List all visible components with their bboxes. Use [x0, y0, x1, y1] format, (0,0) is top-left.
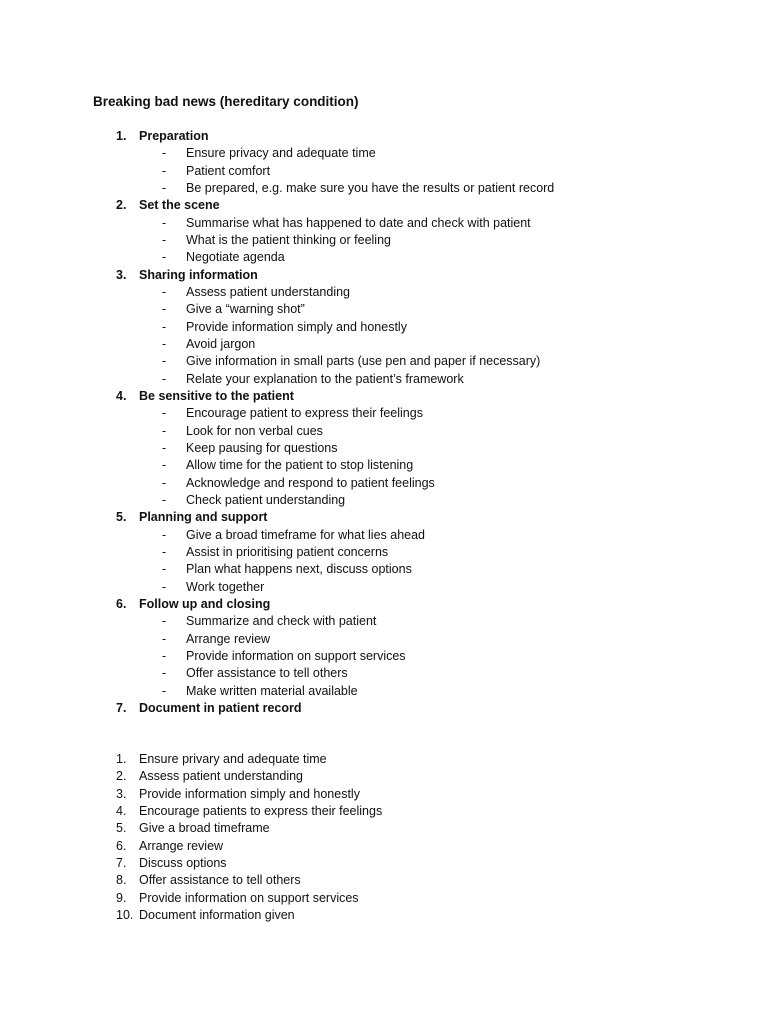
summary-item — [0, 890, 768, 907]
section-title: Set the scene — [139, 198, 220, 213]
list-item — [0, 631, 768, 648]
dash-bullet: - — [162, 371, 167, 386]
section-heading — [0, 700, 768, 717]
list-item — [0, 405, 768, 422]
dash-bullet: - — [162, 146, 167, 161]
list-item — [0, 683, 768, 700]
dash-bullet: - — [162, 648, 167, 663]
list-item-text: Offer assistance to tell others — [186, 666, 348, 681]
section-heading — [0, 509, 768, 526]
summary-number: 8. — [116, 873, 127, 888]
summary-text: Provide information on support services — [139, 890, 359, 905]
section-title: Sharing information — [139, 267, 258, 282]
summary-item — [0, 872, 768, 889]
summary-text: Arrange review — [139, 838, 224, 853]
dash-bullet: - — [162, 250, 167, 265]
summary-text: Discuss options — [139, 855, 227, 870]
list-item — [0, 371, 768, 388]
section-number: 2. — [116, 198, 127, 213]
section — [0, 267, 768, 388]
list-item — [0, 648, 768, 665]
list-item — [0, 423, 768, 440]
list-item — [0, 301, 768, 318]
summary-text: Assess patient understanding — [139, 769, 303, 784]
list-item-text: Avoid jargon — [186, 336, 256, 351]
list-item-text: Check patient understanding — [186, 492, 346, 507]
list-item-text: Negotiate agenda — [186, 250, 285, 265]
list-item — [0, 579, 768, 596]
summary-text: Offer assistance to tell others — [139, 873, 301, 888]
list-item-text: Plan what happens next, discuss options — [186, 562, 412, 577]
list-item-text: Acknowledge and respond to patient feelings — [186, 475, 435, 490]
list-item-text: Allow time for the patient to stop listening — [186, 458, 414, 473]
summary-item — [0, 907, 768, 924]
summary-number: 4. — [116, 803, 127, 818]
list-item-text: Ensure privacy and adequate time — [186, 146, 376, 161]
list-item — [0, 475, 768, 492]
dash-bullet: - — [162, 527, 167, 542]
list-item — [0, 163, 768, 180]
list-item — [0, 215, 768, 232]
list-item — [0, 527, 768, 544]
dash-bullet: - — [162, 232, 167, 247]
dash-bullet: - — [162, 440, 167, 455]
dash-bullet: - — [162, 406, 167, 421]
list-item — [0, 232, 768, 249]
section-number: 7. — [116, 700, 127, 715]
section-title: Preparation — [139, 129, 209, 143]
dash-bullet: - — [162, 614, 167, 629]
list-item-text: Be prepared, e.g. make sure you have the results or patient record — [186, 180, 555, 195]
list-item-text: Keep pausing for questions — [186, 440, 338, 455]
dash-bullet: - — [162, 666, 167, 681]
page-title: Breaking bad news (hereditary condition) — [93, 94, 359, 109]
list-item — [0, 457, 768, 474]
section-number: 6. — [116, 596, 127, 611]
list-item-text: Assess patient understanding — [186, 284, 350, 299]
dash-bullet: - — [162, 180, 167, 195]
list-item-text: Arrange review — [186, 631, 271, 646]
section-number: 1. — [116, 129, 127, 143]
list-item-text: What is the patient thinking or feeling — [186, 232, 391, 247]
section-heading — [0, 388, 768, 405]
summary-number: 5. — [116, 821, 127, 836]
summary-item — [0, 751, 768, 768]
summary-item — [0, 820, 768, 837]
section-title: Follow up and closing — [139, 596, 271, 611]
dash-bullet: - — [162, 475, 167, 490]
list-item — [0, 440, 768, 457]
dash-bullet: - — [162, 336, 167, 351]
section-number: 3. — [116, 267, 127, 282]
summary-number: 7. — [116, 855, 127, 870]
dash-bullet: - — [162, 492, 167, 507]
section — [0, 700, 768, 717]
summary-list — [0, 751, 768, 924]
summary-number: 1. — [116, 752, 127, 766]
list-item-text: Summarise what has happened to date and check with patient — [186, 215, 531, 230]
summary-text: Document information given — [139, 907, 295, 922]
dash-bullet: - — [162, 423, 167, 438]
list-item — [0, 180, 768, 197]
section — [0, 128, 768, 197]
list-item-text: Provide information simply and honestly — [186, 319, 407, 334]
summary-number: 9. — [116, 890, 127, 905]
section-number: 5. — [116, 510, 127, 525]
summary-item — [0, 803, 768, 820]
section-heading — [0, 197, 768, 214]
list-item-text: Assist in prioritising patient concerns — [186, 544, 389, 559]
dash-bullet: - — [162, 631, 167, 646]
summary-text: Give a broad timeframe — [139, 821, 270, 836]
list-item-text: Look for non verbal cues — [186, 423, 323, 438]
section-title: Planning and support — [139, 510, 268, 525]
dash-bullet: - — [162, 284, 167, 299]
summary-number: 3. — [116, 786, 127, 801]
summary-item — [0, 838, 768, 855]
list-item — [0, 492, 768, 509]
summary-number: 10. — [116, 907, 134, 922]
section — [0, 596, 768, 700]
section-heading — [0, 128, 768, 145]
dash-bullet: - — [162, 319, 167, 334]
list-item — [0, 561, 768, 578]
summary-text: Ensure privary and adequate time — [139, 752, 327, 766]
section-title: Be sensitive to the patient — [139, 388, 294, 403]
numbered-section-list — [0, 128, 768, 717]
list-item-text: Patient comfort — [186, 163, 271, 178]
section — [0, 197, 768, 266]
list-item — [0, 665, 768, 682]
summary-item — [0, 786, 768, 803]
list-item-text: Give a “warning shot” — [186, 302, 305, 317]
dash-bullet: - — [162, 562, 167, 577]
summary-text: Encourage patients to express their feelings — [139, 803, 383, 818]
list-item — [0, 353, 768, 370]
list-item — [0, 544, 768, 561]
summary-item — [0, 768, 768, 785]
list-item-text: Work together — [186, 579, 265, 594]
dash-bullet: - — [162, 683, 167, 698]
list-item — [0, 336, 768, 353]
list-item-text: Summarize and check with patient — [186, 614, 377, 629]
dash-bullet: - — [162, 579, 167, 594]
summary-text: Provide information simply and honestly — [139, 786, 360, 801]
summary-item — [0, 855, 768, 872]
list-item — [0, 319, 768, 336]
summary-number: 6. — [116, 838, 127, 853]
section — [0, 509, 768, 596]
section-heading — [0, 596, 768, 613]
list-item-text: Give a broad timeframe for what lies ahead — [186, 527, 426, 542]
dash-bullet: - — [162, 163, 167, 178]
list-item — [0, 145, 768, 162]
section-number: 4. — [116, 388, 127, 403]
dash-bullet: - — [162, 354, 167, 369]
list-item-text: Make written material available — [186, 683, 358, 698]
dash-bullet: - — [162, 544, 167, 559]
list-item-text: Encourage patient to express their feelings — [186, 406, 423, 421]
list-item-text: Relate your explanation to the patient’s framework — [186, 371, 464, 386]
section — [0, 388, 768, 509]
list-item — [0, 249, 768, 266]
list-item-text: Provide information on support services — [186, 648, 406, 663]
section-title: Document in patient record — [139, 700, 302, 715]
dash-bullet: - — [162, 302, 167, 317]
summary-number: 2. — [116, 769, 127, 784]
list-item — [0, 284, 768, 301]
dash-bullet: - — [162, 458, 167, 473]
section-heading — [0, 267, 768, 284]
dash-bullet: - — [162, 215, 167, 230]
list-item-text: Give information in small parts (use pen and paper if necessary) — [186, 354, 541, 369]
list-item — [0, 613, 768, 630]
